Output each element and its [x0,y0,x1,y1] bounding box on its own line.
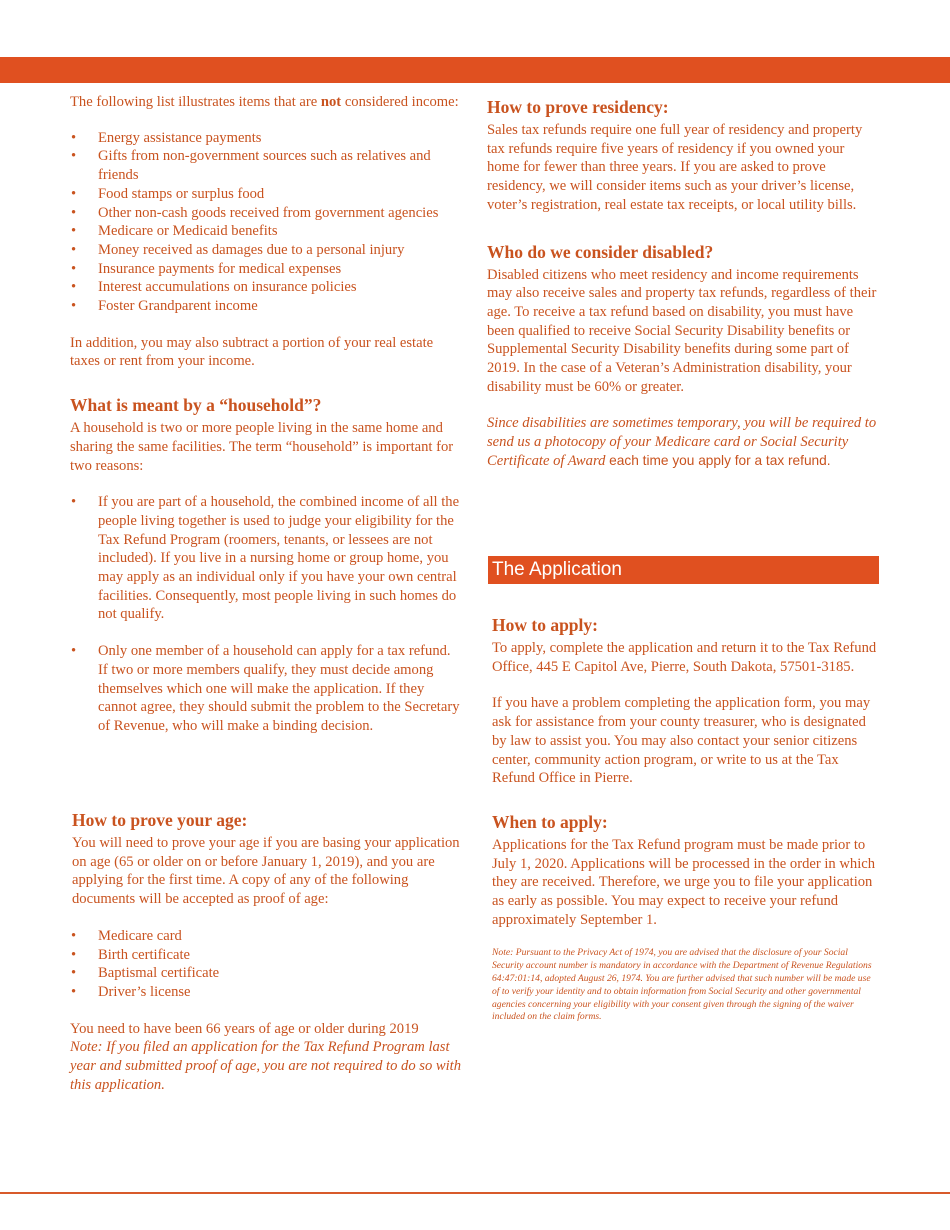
list-item: • Food stamps or surplus food [70,185,460,204]
age-section [72,809,462,1094]
list-item: • Baptismal certificate [70,964,462,983]
not-income-list [70,129,460,316]
disabled-text: Disabled citizens who meet residency and income requirements may also receive sales and property tax refunds, regardless of their age. To receive a tax refund based on disability, you must have been qualified to receive Social Security Disability benefits or Supplemental Security Disability benefits during some part of 2019. In the case of a Veteran’s Administration disability, your disability must be 60% or greater. [487,266,877,395]
age-text: You will need to prove your age if you are basing your application on age (65 or older on or before January 1, 2019), and you are applying for the first time. A copy of any of the following documents will be accepted as proof of age: [72,835,460,908]
footer-rule [0,1192,950,1194]
list-item: • If you are part of a household, the combined income of all the people living together is used to judge your eligibility for the Tax Refund Program (roomers, tenants, or lessees are not included). If you live in a nursing home or group home, you may apply as an individual only if you have your own central facilities. Consequently, most people living in such homes do not qualify. [70,493,460,624]
list-item: • Energy assistance payments [70,129,460,148]
household-heading: What is meant by a “household”? [70,395,322,416]
list-item: • Other non-cash goods received from government agencies [70,204,460,223]
list-item: • Birth certificate [70,946,462,965]
list-item: • Medicare card [70,927,462,946]
application-section-bar: The Application [488,556,879,584]
list-item: • Money received as damages due to a personal injury [70,241,460,260]
disabled-note: Since disabilities are sometimes temporary, you will be required to send us a photocopy of your Medicare card or Social Security Certificate of Award each time you apply for a tax refund. [487,415,877,469]
application-section [492,614,877,1024]
list-item: • Insurance payments for medical expenses [70,260,460,279]
list-item: • Foster Grandparent income [70,297,460,316]
age-heading: How to prove your age: [72,810,248,830]
age-note: Note: If you filed an application for the Tax Refund Program last year and submitted proof of age, you are not required to do so with this application. [70,1039,462,1093]
list-item: • Only one member of a household can apply for a tax refund. If two or more members qualify, they must decide among themselves which one will make the application. If they cannot agree, they should submit the problem to the Secretary of Revenue, who will make a binding decision. [70,642,460,736]
age-documents-list [72,927,462,1002]
apply-heading: How to apply: [492,615,598,635]
list-item: • Interest accumulations on insurance policies [70,278,460,297]
household-list [70,493,460,735]
disabled-heading: Who do we consider disabled? [487,241,714,262]
right-column [487,96,877,471]
header-bar [0,57,950,83]
residency-text: Sales tax refunds require one full year of residency and property tax refunds require five years of residency if you owned your home for fewer than three years. If you are asked to prove residency, we will consider items such as your driver’s license, voter’s registration, real estate tax receipts, or local utility bills. [487,122,863,213]
list-item: • Driver’s license [70,983,462,1002]
not-income-intro: The following list illustrates items that are not considered income: [70,94,459,110]
privacy-note: Note: Pursuant to the Privacy Act of 1974, you are advised that the disclosure of your Social Security account number is mandatory in accordance with the Department of Revenue Regulations 64:47:01:14, adopted August 26, 1974. You are further advised that such number will be made use of to verify your identity and to obtain information from Social Security and other governmental agencies concerning your eligibility with your consent given through the signing of the waiver included on the claim forms. [492,947,872,1023]
household-text: A household is two or more people living in the same home and sharing the same facilities. The term “household” is important for two reasons: [70,420,454,474]
left-column [70,93,460,736]
age-requirement: You need to have been 66 years of age or older during 2019 [70,1020,419,1037]
when-text: Applications for the Tax Refund program must be made prior to July 1, 2020. Applications will be processed in the order in which they are received. Therefore, we urge you to file your application as early as possible. You may expect to receive your refund approximately September 1. [492,836,876,928]
list-item: • Medicare or Medicaid benefits [70,222,460,241]
list-item: • Gifts from non-government sources such as relatives and friends [70,147,460,184]
when-heading: When to apply: [492,811,608,832]
residency-heading: How to prove residency: [487,97,669,117]
apply-text: To apply, complete the application and return it to the Tax Refund Office, 445 E Capitol Ave, Pierre, South Dakota, 57501-3185. [492,640,877,675]
assist-text: If you have a problem completing the application form, you may ask for assistance from your county treasurer, who is designated by law to assist you. You may also contact your senior citizens center, community action program, or write to us at the Tax Refund Office in Pierre. [492,695,871,787]
addition-text: In addition, you may also subtract a portion of your real estate taxes or rent from your income. [70,334,434,370]
